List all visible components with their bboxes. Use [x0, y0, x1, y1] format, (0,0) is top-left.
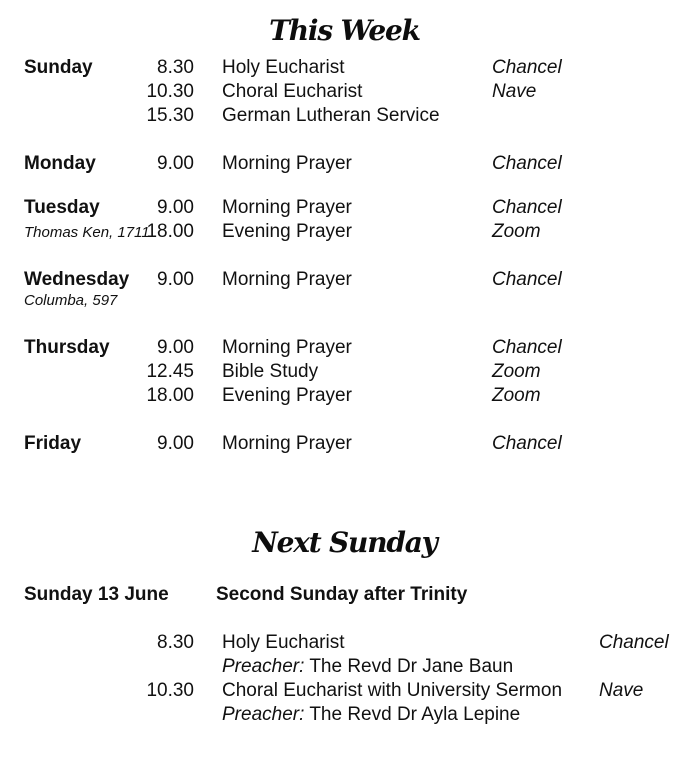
service-name: Holy Eucharist	[222, 632, 345, 653]
service-place: Chancel	[492, 153, 562, 174]
saint-commemoration: Thomas Ken, 1711	[24, 224, 150, 241]
service-time: 8.30	[157, 632, 194, 653]
day-name: Sunday	[24, 57, 93, 78]
preacher-line	[222, 703, 520, 727]
service-name: Choral Eucharist	[222, 81, 363, 102]
preacher-label: Preacher:	[222, 656, 305, 677]
day-name: Tuesday	[24, 197, 100, 218]
next-sunday-heading: Next Sunday	[252, 526, 437, 559]
service-place: Chancel	[492, 433, 562, 454]
service-name: Holy Eucharist	[222, 57, 345, 78]
service-place: Chancel	[599, 632, 669, 653]
service-place: Zoom	[492, 221, 541, 242]
day-name: Monday	[24, 153, 96, 174]
preacher-label: Preacher:	[222, 704, 305, 725]
service-place: Chancel	[492, 337, 562, 358]
service-name: Morning Prayer	[222, 269, 352, 290]
service-place: Chancel	[492, 197, 562, 218]
this-week-heading: This Week	[269, 14, 420, 47]
saint-commemoration: Columba, 597	[24, 292, 118, 309]
preacher-name: The Revd Dr Jane Baun	[309, 656, 514, 677]
day-name: Friday	[24, 433, 82, 454]
service-name: Choral Eucharist with University Sermon	[222, 680, 563, 701]
next-sunday-date: Sunday 13 June	[24, 584, 169, 605]
service-name: Morning Prayer	[222, 433, 352, 454]
service-place: Chancel	[492, 57, 562, 78]
day-name: Wednesday	[24, 269, 130, 290]
service-time: 9.00	[157, 269, 194, 290]
service-time: 9.00	[157, 433, 194, 454]
preacher-name: The Revd Dr Ayla Lepine	[309, 704, 521, 725]
service-place: Zoom	[492, 361, 541, 382]
service-time: 9.00	[157, 197, 194, 218]
service-name: Morning Prayer	[222, 337, 352, 358]
service-time: 9.00	[157, 337, 194, 358]
service-time: 10.30	[146, 81, 194, 102]
next-sunday-occasion: Second Sunday after Trinity	[216, 584, 468, 605]
service-place: Chancel	[492, 269, 562, 290]
service-name: Morning Prayer	[222, 153, 352, 174]
service-name: Evening Prayer	[222, 385, 352, 406]
service-time: 10.30	[146, 680, 194, 701]
service-place: Nave	[492, 81, 537, 102]
service-time: 9.00	[157, 153, 194, 174]
service-name: Morning Prayer	[222, 197, 352, 218]
service-name: German Lutheran Service	[222, 105, 440, 126]
service-time: 12.45	[146, 361, 194, 382]
day-name: Thursday	[24, 337, 110, 358]
service-time: 15.30	[146, 105, 194, 126]
service-place: Zoom	[492, 385, 541, 406]
service-name: Evening Prayer	[222, 221, 352, 242]
service-name: Bible Study	[222, 361, 319, 382]
service-place: Nave	[599, 680, 644, 701]
service-time: 18.00	[146, 221, 194, 242]
preacher-line	[222, 655, 513, 679]
service-time: 8.30	[157, 57, 194, 78]
service-time: 18.00	[146, 385, 194, 406]
